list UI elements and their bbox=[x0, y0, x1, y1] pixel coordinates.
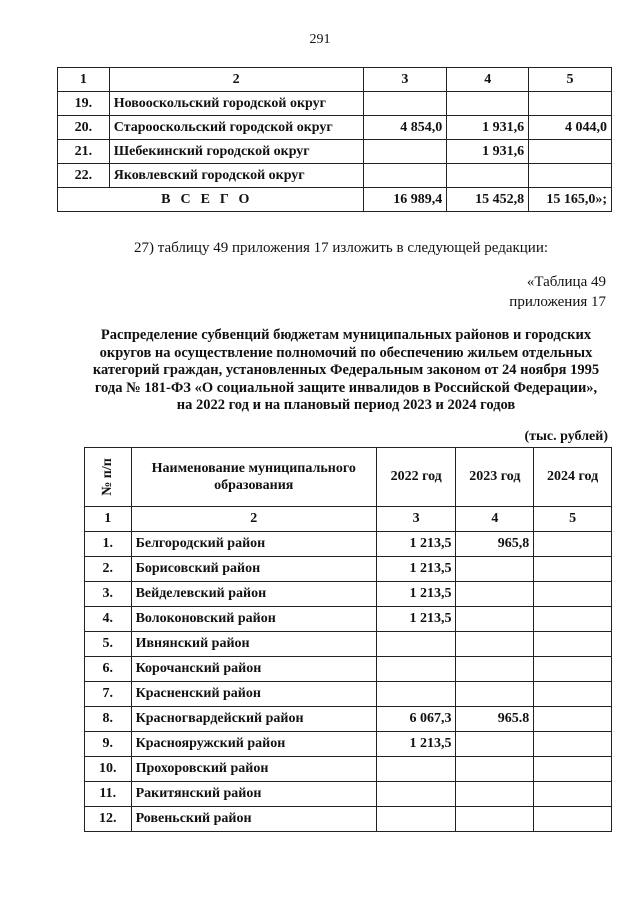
table-row bbox=[85, 682, 612, 707]
row-name: Красногвардейский район bbox=[131, 707, 376, 732]
value-2023 bbox=[456, 732, 534, 757]
row-name: Белгородский район bbox=[131, 532, 376, 557]
value-2024 bbox=[534, 657, 612, 682]
index-cell: 4 bbox=[456, 507, 534, 532]
table-header-row bbox=[85, 448, 612, 507]
amendment-paragraph: 27) таблицу 49 приложения 17 изложить в следующей редакции: bbox=[134, 240, 549, 256]
row-num: 9. bbox=[85, 732, 132, 757]
row-name: Шебекинский городской округ bbox=[109, 140, 363, 164]
row-num: 3. bbox=[85, 582, 132, 607]
total-label: ВСЕГО bbox=[58, 188, 364, 212]
table-header-row bbox=[58, 68, 612, 92]
row-name: Новооскольский городской округ bbox=[109, 92, 363, 116]
value-2022 bbox=[376, 757, 456, 782]
value-2022 bbox=[376, 782, 456, 807]
index-row bbox=[85, 507, 612, 532]
value-2022: 1 213,5 bbox=[376, 532, 456, 557]
value-2024 bbox=[534, 607, 612, 632]
row-name: Старооскольский городской округ bbox=[109, 116, 363, 140]
row-name: Яковлевский городской округ bbox=[109, 164, 363, 188]
value-2024 bbox=[534, 557, 612, 582]
value-2022: 6 067,3 bbox=[376, 707, 456, 732]
value-2022: 1 213,5 bbox=[376, 607, 456, 632]
header-cell: 3 bbox=[363, 68, 447, 92]
units-label: (тыс. рублей) bbox=[524, 429, 608, 444]
value-cell bbox=[447, 164, 529, 188]
table-reference-line: приложения 17 bbox=[509, 294, 606, 310]
value-2023: 965.8 bbox=[456, 707, 534, 732]
page-number: 291 bbox=[309, 32, 331, 47]
row-name: Ровеньский район bbox=[131, 807, 376, 832]
header-num bbox=[85, 448, 132, 507]
row-num: 1. bbox=[85, 532, 132, 557]
row-num: 2. bbox=[85, 557, 132, 582]
value-2024 bbox=[534, 707, 612, 732]
table-row bbox=[85, 707, 612, 732]
value-2023 bbox=[456, 682, 534, 707]
row-num: 21. bbox=[58, 140, 110, 164]
table-row bbox=[85, 657, 612, 682]
value-cell bbox=[529, 92, 612, 116]
table-reference-line: «Таблица 49 bbox=[526, 274, 606, 290]
value-2022 bbox=[376, 807, 456, 832]
value-cell bbox=[529, 140, 612, 164]
value-2024 bbox=[534, 757, 612, 782]
header-num-text: № п/п bbox=[99, 458, 115, 496]
total-value: 15 452,8 bbox=[447, 188, 529, 212]
total-row bbox=[58, 188, 612, 212]
header-cell: 4 bbox=[447, 68, 529, 92]
table-row bbox=[85, 557, 612, 582]
row-num: 19. bbox=[58, 92, 110, 116]
value-2022 bbox=[376, 682, 456, 707]
table-row bbox=[85, 757, 612, 782]
header-cell: 1 bbox=[58, 68, 110, 92]
table-reference bbox=[509, 272, 606, 312]
value-cell: 4 044,0 bbox=[529, 116, 612, 140]
value-cell: 1 931,6 bbox=[447, 116, 529, 140]
header-cell: 5 bbox=[529, 68, 612, 92]
value-2024 bbox=[534, 532, 612, 557]
value-cell bbox=[363, 92, 447, 116]
value-2023 bbox=[456, 607, 534, 632]
row-name: Борисовский район bbox=[131, 557, 376, 582]
value-2023 bbox=[456, 782, 534, 807]
header-2024: 2024 год bbox=[534, 448, 612, 507]
value-cell: 1 931,6 bbox=[447, 140, 529, 164]
table-body bbox=[85, 532, 612, 832]
index-cell: 2 bbox=[131, 507, 376, 532]
value-2022 bbox=[376, 632, 456, 657]
value-2024 bbox=[534, 732, 612, 757]
value-2023 bbox=[456, 557, 534, 582]
value-2023 bbox=[456, 657, 534, 682]
header-2022: 2022 год bbox=[376, 448, 456, 507]
value-2022: 1 213,5 bbox=[376, 732, 456, 757]
row-num: 7. bbox=[85, 682, 132, 707]
value-2024 bbox=[534, 807, 612, 832]
table-row bbox=[85, 532, 612, 557]
value-2023 bbox=[456, 757, 534, 782]
value-2024 bbox=[534, 782, 612, 807]
value-cell bbox=[363, 164, 447, 188]
header-cell: 2 bbox=[109, 68, 363, 92]
row-num: 22. bbox=[58, 164, 110, 188]
table-row bbox=[58, 164, 612, 188]
table-row bbox=[58, 140, 612, 164]
value-2023 bbox=[456, 632, 534, 657]
header-name: Наименование муниципального образования bbox=[131, 448, 376, 507]
value-cell bbox=[529, 164, 612, 188]
row-name: Волоконовский район bbox=[131, 607, 376, 632]
subvention-table bbox=[84, 447, 612, 832]
index-cell: 1 bbox=[85, 507, 132, 532]
value-2024 bbox=[534, 632, 612, 657]
row-name: Краснояружский район bbox=[131, 732, 376, 757]
value-cell bbox=[363, 140, 447, 164]
value-cell bbox=[447, 92, 529, 116]
header-2023: 2023 год bbox=[456, 448, 534, 507]
row-num: 4. bbox=[85, 607, 132, 632]
table-row bbox=[58, 116, 612, 140]
row-num: 20. bbox=[58, 116, 110, 140]
continuation-table bbox=[57, 67, 612, 212]
row-name: Красненский район bbox=[131, 682, 376, 707]
row-num: 11. bbox=[85, 782, 132, 807]
value-2023 bbox=[456, 807, 534, 832]
row-num: 12. bbox=[85, 807, 132, 832]
table-row bbox=[85, 807, 612, 832]
value-2022: 1 213,5 bbox=[376, 557, 456, 582]
table-row bbox=[85, 582, 612, 607]
row-name: Ивнянский район bbox=[131, 632, 376, 657]
value-2024 bbox=[534, 582, 612, 607]
row-num: 5. bbox=[85, 632, 132, 657]
table-row bbox=[85, 782, 612, 807]
table-row bbox=[85, 607, 612, 632]
row-num: 8. bbox=[85, 707, 132, 732]
row-name: Прохоровский район bbox=[131, 757, 376, 782]
value-2023 bbox=[456, 582, 534, 607]
table-row bbox=[58, 92, 612, 116]
row-name: Вейделевский район bbox=[131, 582, 376, 607]
value-2022: 1 213,5 bbox=[376, 582, 456, 607]
row-num: 6. bbox=[85, 657, 132, 682]
table-row bbox=[85, 732, 612, 757]
value-2023: 965,8 bbox=[456, 532, 534, 557]
value-2022 bbox=[376, 657, 456, 682]
row-name: Ракитянский район bbox=[131, 782, 376, 807]
table-row bbox=[85, 632, 612, 657]
table-title: Распределение субвенций бюджетам муниципальных районов и городских округов на осуществление полномочий по обеспечению жильем отдельных категорий граждан, установленных Федеральным законом от 24 ноября 1995 года № 181-ФЗ «О социальной защите инвалидов в Российской Федерации», на 2022 год и на плановый период 2023 и 2024 годов bbox=[92, 327, 600, 413]
total-value: 15 165,0»; bbox=[529, 188, 612, 212]
value-cell: 4 854,0 bbox=[363, 116, 447, 140]
row-name: Корочанский район bbox=[131, 657, 376, 682]
index-cell: 5 bbox=[534, 507, 612, 532]
value-2024 bbox=[534, 682, 612, 707]
total-value: 16 989,4 bbox=[363, 188, 447, 212]
row-num: 10. bbox=[85, 757, 132, 782]
index-cell: 3 bbox=[376, 507, 456, 532]
